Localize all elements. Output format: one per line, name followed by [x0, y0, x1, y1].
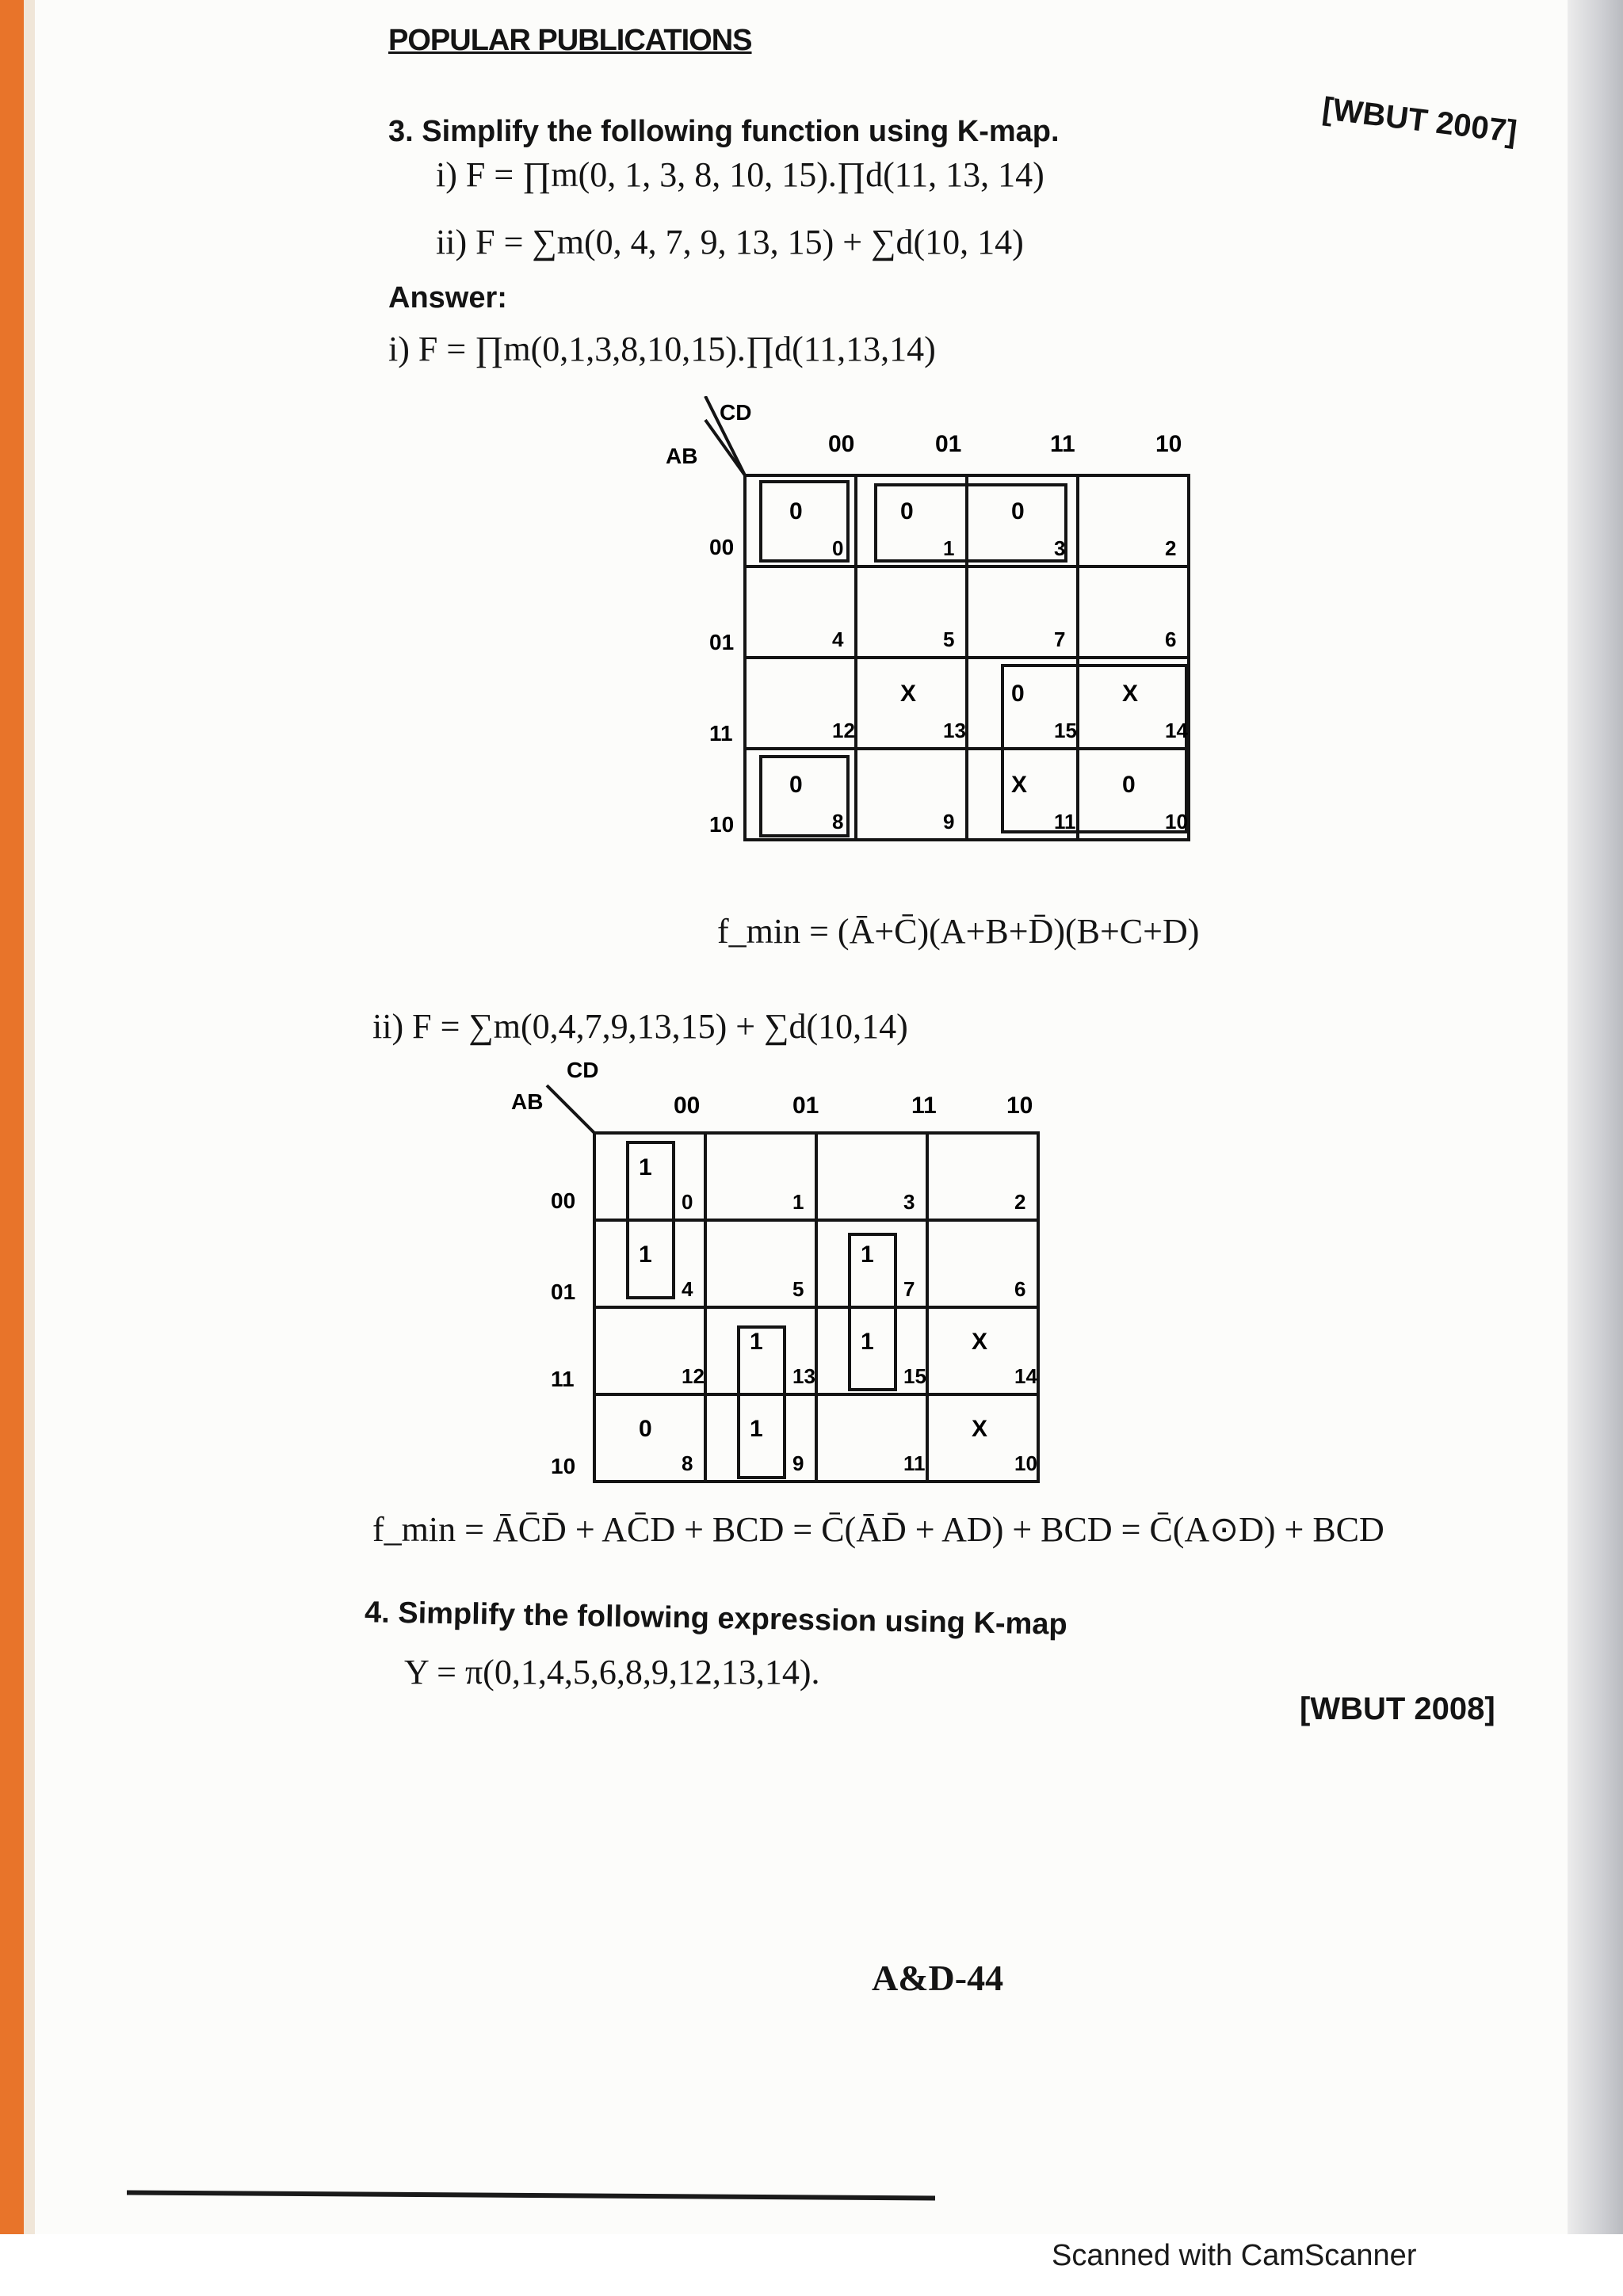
- kmap2-cell-value: 0: [639, 1415, 652, 1442]
- kmap1-cell-index: 12: [832, 719, 855, 742]
- kmap2-col-10: 10: [1006, 1093, 1033, 1119]
- kmap2-col-01: 01: [792, 1093, 819, 1119]
- kmap2-row-10: 10: [551, 1454, 576, 1478]
- kmap2-cell-value: 1: [639, 1154, 652, 1180]
- kmap1-row-11: 11: [709, 721, 733, 746]
- kmap1-row-10: 10: [709, 812, 735, 837]
- kmap2-cell-value: X: [972, 1415, 988, 1442]
- kmap1-cell-index: 2: [1165, 536, 1177, 560]
- kmap1-cell-index: 5: [943, 627, 955, 651]
- kmap2-cell-value: 1: [750, 1328, 763, 1355]
- kmap2-cell-index: 10: [1014, 1451, 1037, 1475]
- kmap1-cell-value: X: [1011, 772, 1028, 799]
- q3-part-i: i) F = ∏m(0, 1, 3, 8, 10, 15).∏d(11, 13, 14): [436, 155, 1044, 194]
- kmap1-row-01: 01: [709, 630, 735, 654]
- publication-header: POPULAR PUBLICATIONS: [388, 24, 752, 57]
- kmap1-ab-label: AB: [666, 444, 698, 468]
- kmap-1: [650, 396, 1205, 903]
- kmap-2: [507, 1054, 1078, 1529]
- q4-question: 4. Simplify the following expression using K-map: [364, 1596, 1068, 1642]
- kmap2-cell-index: 14: [1014, 1364, 1037, 1388]
- kmap1-cd-label: CD: [720, 400, 752, 425]
- kmap1-cell-index: 3: [1054, 536, 1066, 560]
- q4-exam-tag: [WBUT 2008]: [1300, 1691, 1495, 1726]
- page-number: A&D-44: [872, 1958, 1004, 1998]
- kmap1-cell-index: 1: [943, 536, 955, 560]
- kmap2-divider: [547, 1085, 594, 1133]
- kmap1-cell-index: 15: [1054, 719, 1077, 742]
- kmap1-cell-index: 13: [943, 719, 966, 742]
- kmap2-cell-index: 1: [792, 1190, 804, 1214]
- answer-ii-heading: ii) F = ∑m(0,4,7,9,13,15) + ∑d(10,14): [372, 1007, 908, 1046]
- kmap2-row-11: 11: [551, 1367, 575, 1391]
- kmap2-cell-value: 1: [861, 1328, 874, 1355]
- kmap2-cell-index: 5: [792, 1277, 804, 1301]
- answer-i-heading: i) F = ∏m(0,1,3,8,10,15).∏d(11,13,14): [388, 330, 936, 368]
- kmap2-cell-index: 4: [682, 1277, 693, 1301]
- kmap1-cell-value: 0: [789, 772, 803, 799]
- kmap2-cd-label: CD: [567, 1058, 599, 1082]
- kmap1-cell-index: 8: [832, 810, 844, 833]
- kmap1-cell-value: X: [900, 681, 917, 707]
- q4-expression: Y = π(0,1,4,5,6,8,9,12,13,14).: [404, 1653, 820, 1691]
- kmap1-cell-index: 6: [1165, 627, 1177, 651]
- kmap2-cell-index: 0: [682, 1190, 693, 1214]
- kmap1-cell-value: 0: [1122, 772, 1136, 799]
- kmap2-cell-index: 2: [1014, 1190, 1026, 1214]
- q3-exam-tag: [WBUT 2007]: [1320, 91, 1519, 150]
- kmap1-col-01: 01: [935, 431, 962, 457]
- kmap2-cell-value: X: [972, 1328, 988, 1355]
- result-i: f_min = (Ā+C̄)(A+B+D̄)(B+C+D): [717, 912, 1200, 951]
- kmap2-col-11: 11: [911, 1093, 937, 1119]
- q3-part-ii: ii) F = ∑m(0, 4, 7, 9, 13, 15) + ∑d(10, 14): [436, 223, 1024, 261]
- page-edge-shadow: [24, 0, 35, 2234]
- kmap1-col-00: 00: [828, 431, 855, 457]
- kmap2-cell-index: 11: [903, 1451, 926, 1475]
- kmap2-cell-value: 1: [750, 1415, 763, 1442]
- kmap1-cell-index: 4: [832, 627, 844, 651]
- kmap2-cell-index: 6: [1014, 1277, 1026, 1301]
- page-edge-right: [1568, 0, 1623, 2234]
- kmap2-cell-value: 1: [861, 1241, 874, 1268]
- kmap2-ab-label: AB: [511, 1089, 544, 1114]
- answer-label: Answer:: [388, 281, 507, 315]
- kmap2-cell-index: 15: [903, 1364, 926, 1388]
- kmap1-col-11: 11: [1050, 431, 1075, 457]
- kmap2-cell-index: 9: [792, 1451, 804, 1475]
- kmap1-cell-index: 0: [832, 536, 844, 560]
- kmap1-cell-value: 0: [789, 498, 803, 525]
- kmap2-col-00: 00: [674, 1093, 701, 1119]
- kmap1-cell-index: 14: [1165, 719, 1188, 742]
- kmap2-row-01: 01: [551, 1280, 576, 1304]
- kmap2-cell-index: 7: [903, 1277, 915, 1301]
- kmap1-divider: [705, 420, 745, 475]
- result-ii: f_min = ĀC̄D̄ + AC̄D + BCD = C̄(ĀD̄ + AD) + BCD = C̄(A⊙D) + BCD: [372, 1510, 1384, 1549]
- kmap1-cell-value: 0: [900, 498, 914, 525]
- kmap1-cell-value: 0: [1011, 681, 1025, 707]
- kmap1-cell-index: 9: [943, 810, 955, 833]
- kmap2-cell-value: 1: [639, 1241, 652, 1268]
- kmap2-cell-index: 12: [682, 1364, 705, 1388]
- kmap1-cell-index: 7: [1054, 627, 1066, 651]
- kmap2-cell-index: 13: [792, 1364, 815, 1388]
- kmap2-cell-index: 8: [682, 1451, 693, 1475]
- page-edge-left: [0, 0, 24, 2234]
- kmap1-cell-value: 0: [1011, 498, 1025, 525]
- kmap1-cell-value: X: [1122, 681, 1139, 707]
- kmap1-row-00: 00: [709, 535, 735, 559]
- kmap2-row-00: 00: [551, 1188, 576, 1213]
- q3-question: 3. Simplify the following function using K-map.: [388, 115, 1060, 148]
- kmap1-cell-index: 11: [1054, 810, 1076, 833]
- kmap2-cell-index: 3: [903, 1190, 915, 1214]
- scanner-watermark: Scanned with CamScanner: [1052, 2239, 1417, 2272]
- kmap1-cell-index: 10: [1165, 810, 1188, 833]
- kmap1-col-10: 10: [1155, 431, 1182, 457]
